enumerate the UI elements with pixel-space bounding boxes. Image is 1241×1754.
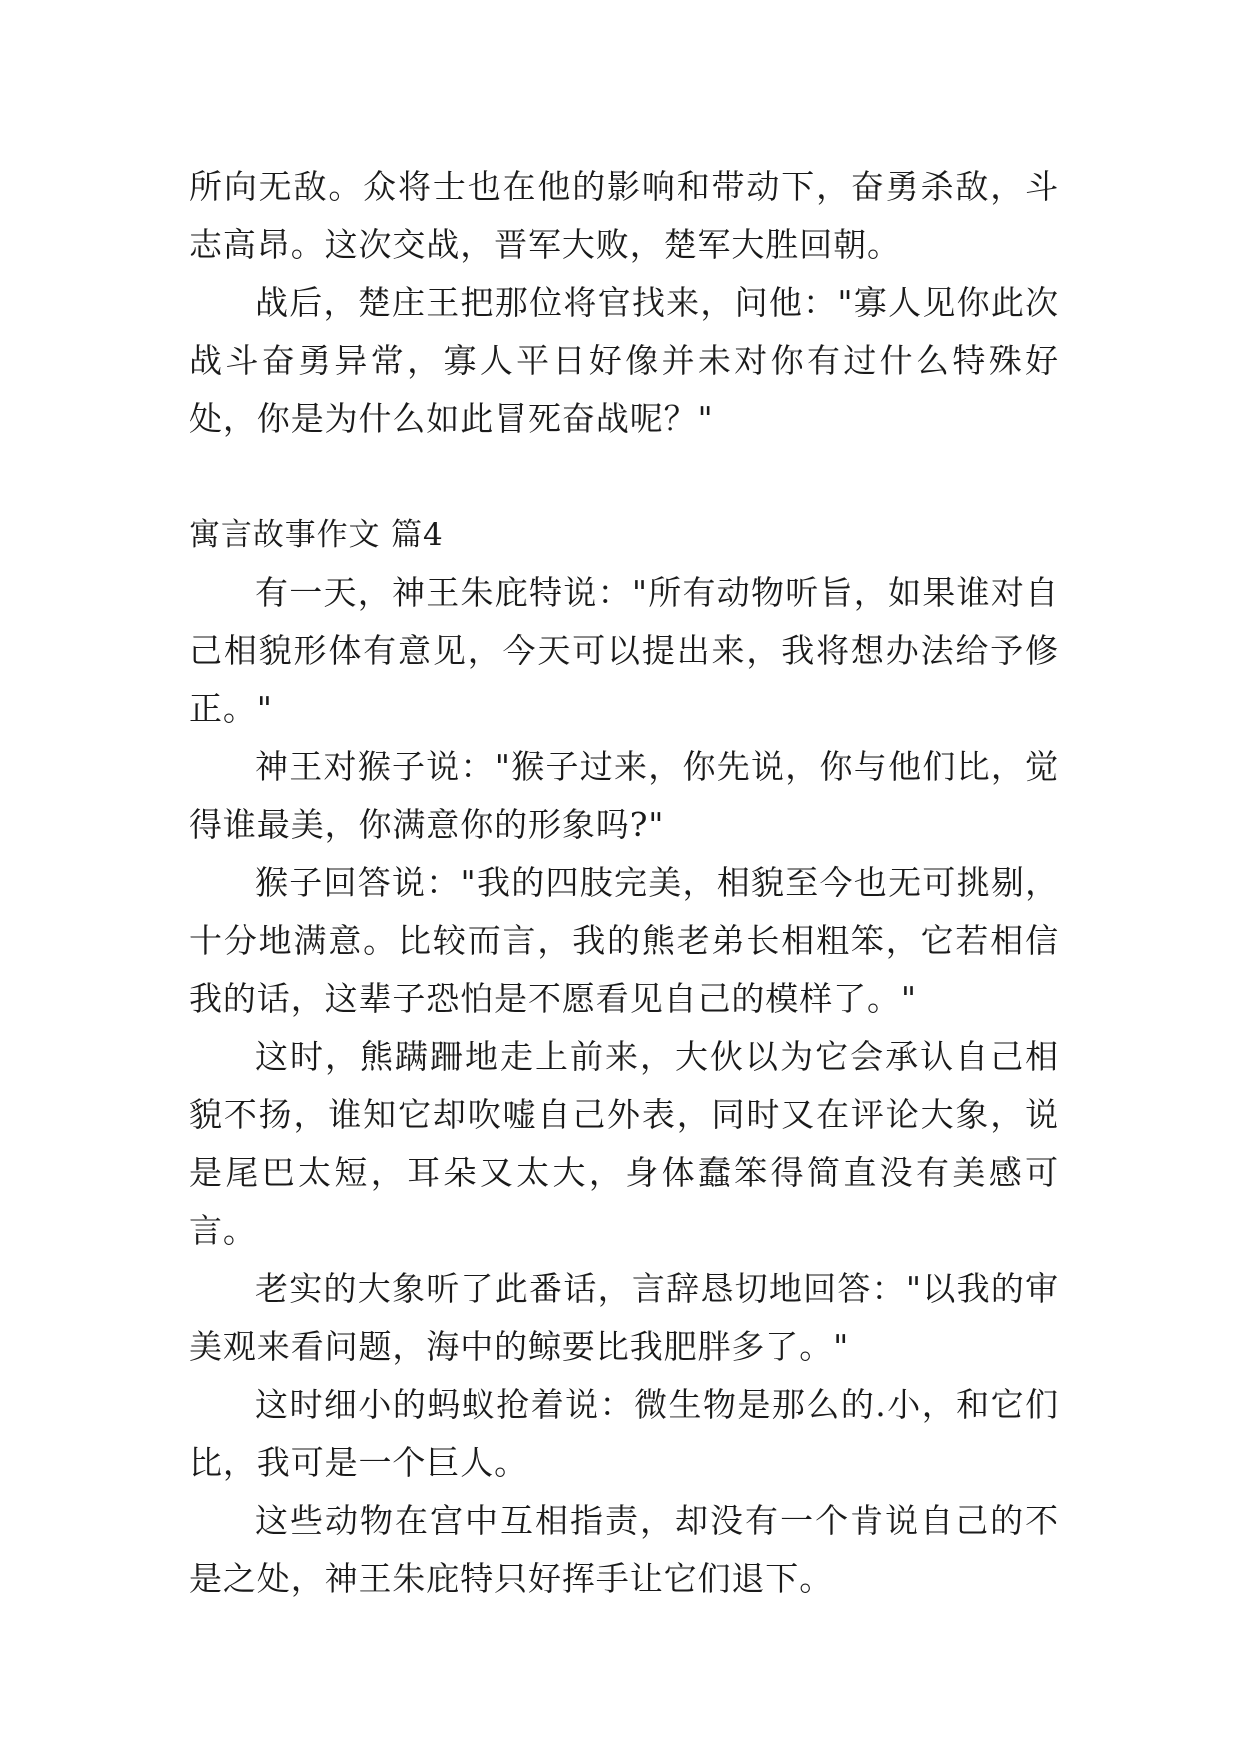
paragraph-5: 老实的大象听了此番话，言辞恳切地回答："以我的审美观来看问题，海中的鲸要比我肥胖多了。" [189, 1269, 1059, 1366]
paragraph-4: 这时，熊蹒跚地走上前来，大伙以为它会承认自己相貌不扬，谁知它却吹嘘自己外表，同时又在评论大象，说是尾巴太短，耳朵又太大，身体蠢笨得简直没有美感可言。 [189, 1037, 1059, 1250]
blank-line [189, 448, 1059, 506]
paragraph-7: 这些动物在宫中互相指责，却没有一个肯说自己的不是之处，神王朱庇特只好挥手让它们退下。 [189, 1501, 1059, 1598]
paragraph-continued: 所向无敌。众将士也在他的影响和带动下，奋勇杀敌，斗志高昂。这次交战，晋军大败，楚军大胜回朝。 [189, 167, 1059, 264]
document-body [189, 158, 1059, 1608]
paragraph-1: 有一天，神王朱庇特说："所有动物听旨，如果谁对自己相貌形体有意见，今天可以提出来，我将想办法给予修正。" [189, 573, 1059, 728]
paragraph-3: 猴子回答说："我的四肢完美，相貌至今也无可挑剔，十分地满意。比较而言，我的熊老弟长相粗笨，它若相信我的话，这辈子恐怕是不愿看见自己的模样了。" [189, 863, 1059, 1018]
paragraph-6: 这时细小的蚂蚁抢着说：微生物是那么的.小，和它们比，我可是一个巨人。 [189, 1385, 1059, 1482]
section-title: 寓言故事作文 篇4 [189, 517, 444, 553]
paragraph-after-battle: 战后，楚庄王把那位将官找来，问他："寡人见你此次战斗奋勇异常，寡人平日好像并未对你有过什么特殊好处，你是为什么如此冒死奋战呢？" [189, 283, 1059, 438]
paragraph-2: 神王对猴子说："猴子过来，你先说，你与他们比，觉得谁最美，你满意你的形象吗?" [189, 747, 1059, 844]
